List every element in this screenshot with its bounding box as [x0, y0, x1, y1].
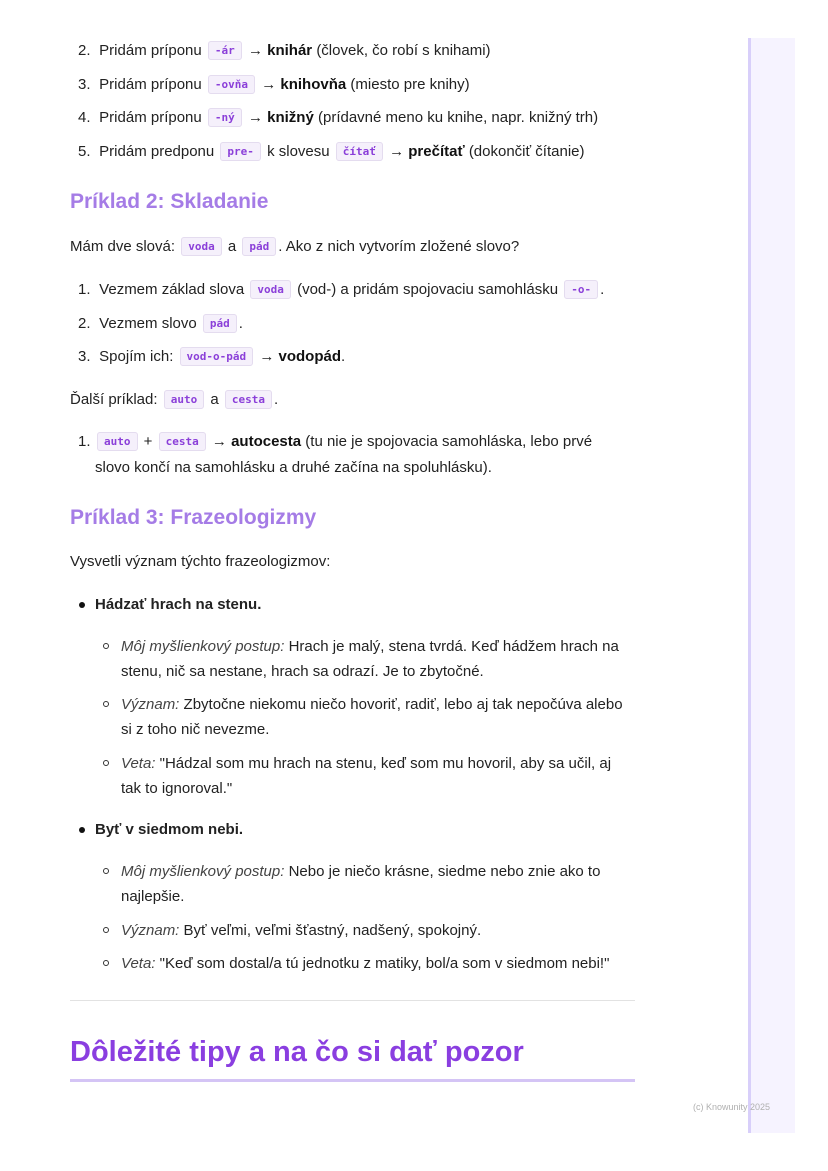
- heading-underline: [70, 1079, 635, 1082]
- example-3-heading: Príklad 3: Frazeologizmy: [70, 506, 317, 529]
- idiom-detail: Veta: "Keď som dostal/a tú jednotku z matiky, bol/a som v siedmom nebi!": [103, 951, 623, 976]
- idiom-detail: Môj myšlienkový postup: Hrach je malý, stena tvrdá. Keď hádžem hrach na stenu, nič sa nestane, hrach sa odrazí. Je to zbytočné.: [103, 634, 623, 684]
- word-code: pád: [242, 237, 276, 256]
- list-item: 1. auto + cesta → autocesta (tu nie je spojovacia samohláska, lebo prvé slovo končí na samohlásku a druhé začína na spoluhlásku).: [78, 433, 593, 476]
- result-word: knižný: [267, 109, 314, 126]
- verb-code: čítať: [336, 142, 383, 161]
- bullet-ring: [103, 927, 109, 933]
- section-heading: Dôležité tipy a na čo si dať pozor: [70, 1036, 524, 1068]
- idiom-item: Byť v siedmom nebi.: [78, 818, 243, 842]
- result-word: vodopád: [278, 348, 341, 365]
- word-code: cesta: [159, 432, 206, 451]
- bullet-ring: [103, 760, 109, 766]
- idiom-detail: Môj myšlienkový postup: Nebo je niečo krásne, siedme nebo znie ako to najlepšie.: [103, 859, 623, 909]
- bullet-ring: [103, 643, 109, 649]
- example-2-intro: Mám dve slová: voda a pád . Ako z nich vytvorím zložené slovo?: [70, 238, 520, 255]
- bullet-dot: [79, 827, 85, 833]
- footer-copyright: (c) Knowunity 2025: [693, 1102, 771, 1112]
- result-word: prečítať: [408, 143, 465, 160]
- another-example: Ďalší príklad: auto a cesta .: [70, 391, 279, 408]
- word-code: auto: [97, 432, 138, 451]
- word-code: voda: [250, 280, 291, 299]
- bullet-ring: [103, 868, 109, 874]
- bullet-ring: [103, 701, 109, 707]
- word-code: cesta: [225, 390, 272, 409]
- result-word: autocesta: [231, 433, 302, 450]
- word-code: vod-o-pád: [180, 347, 254, 366]
- word-code: auto: [164, 390, 205, 409]
- prefix-code: pre-: [220, 142, 261, 161]
- suffix-code: -ovňa: [208, 75, 255, 94]
- example-3-intro: Vysvetli význam týchto frazeologizmov:: [70, 553, 331, 570]
- side-panel: [748, 38, 795, 1133]
- list-item: 4. Pridám príponu -ný → knižný (prídavné meno ku knihe, napr. knižný trh): [78, 109, 599, 126]
- idiom-detail: Veta: "Hádzal som mu hrach na stenu, keď som mu hovoril, aby sa učil, aj tak to ignoroval.": [103, 751, 623, 801]
- idiom-detail: Význam: Byť veľmi, veľmi šťastný, nadšený, spokojný.: [103, 918, 623, 943]
- list-item: 3. Pridám príponu -ovňa → knihovňa (miesto pre knihy): [78, 76, 470, 93]
- result-word: knihovňa: [280, 76, 347, 93]
- bullet-dot: [79, 602, 85, 608]
- suffix-code: -ný: [208, 108, 242, 127]
- vowel-code: -o-: [564, 280, 598, 299]
- idiom-detail: Význam: Zbytočne niekomu niečo hovoriť, radiť, lebo aj tak nepočúva alebo si z toho nič nevezme.: [103, 692, 623, 742]
- example-2-heading: Príklad 2: Skladanie: [70, 190, 269, 213]
- result-word: knihár: [267, 42, 313, 59]
- bullet-ring: [103, 960, 109, 966]
- list-item: 5. Pridám predponu pre- k slovesu čítať → prečítať (dokončiť čítanie): [78, 143, 585, 160]
- divider: [70, 1000, 635, 1001]
- list-item: 2. Pridám príponu -ár → knihár (človek, čo robí s knihami): [78, 42, 491, 59]
- word-code: voda: [181, 237, 222, 256]
- list-item: 1. Vezmem základ slova voda (vod-) a pridám spojovaciu samohlásku -o- .: [78, 281, 605, 298]
- word-code: pád: [203, 314, 237, 333]
- suffix-code: -ár: [208, 41, 242, 60]
- idiom-item: Hádzať hrach na stenu.: [78, 593, 261, 617]
- list-item: 2. Vezmem slovo pád .: [78, 315, 243, 332]
- list-item: 3. Spojím ich: vod-o-pád → vodopád.: [78, 348, 346, 365]
